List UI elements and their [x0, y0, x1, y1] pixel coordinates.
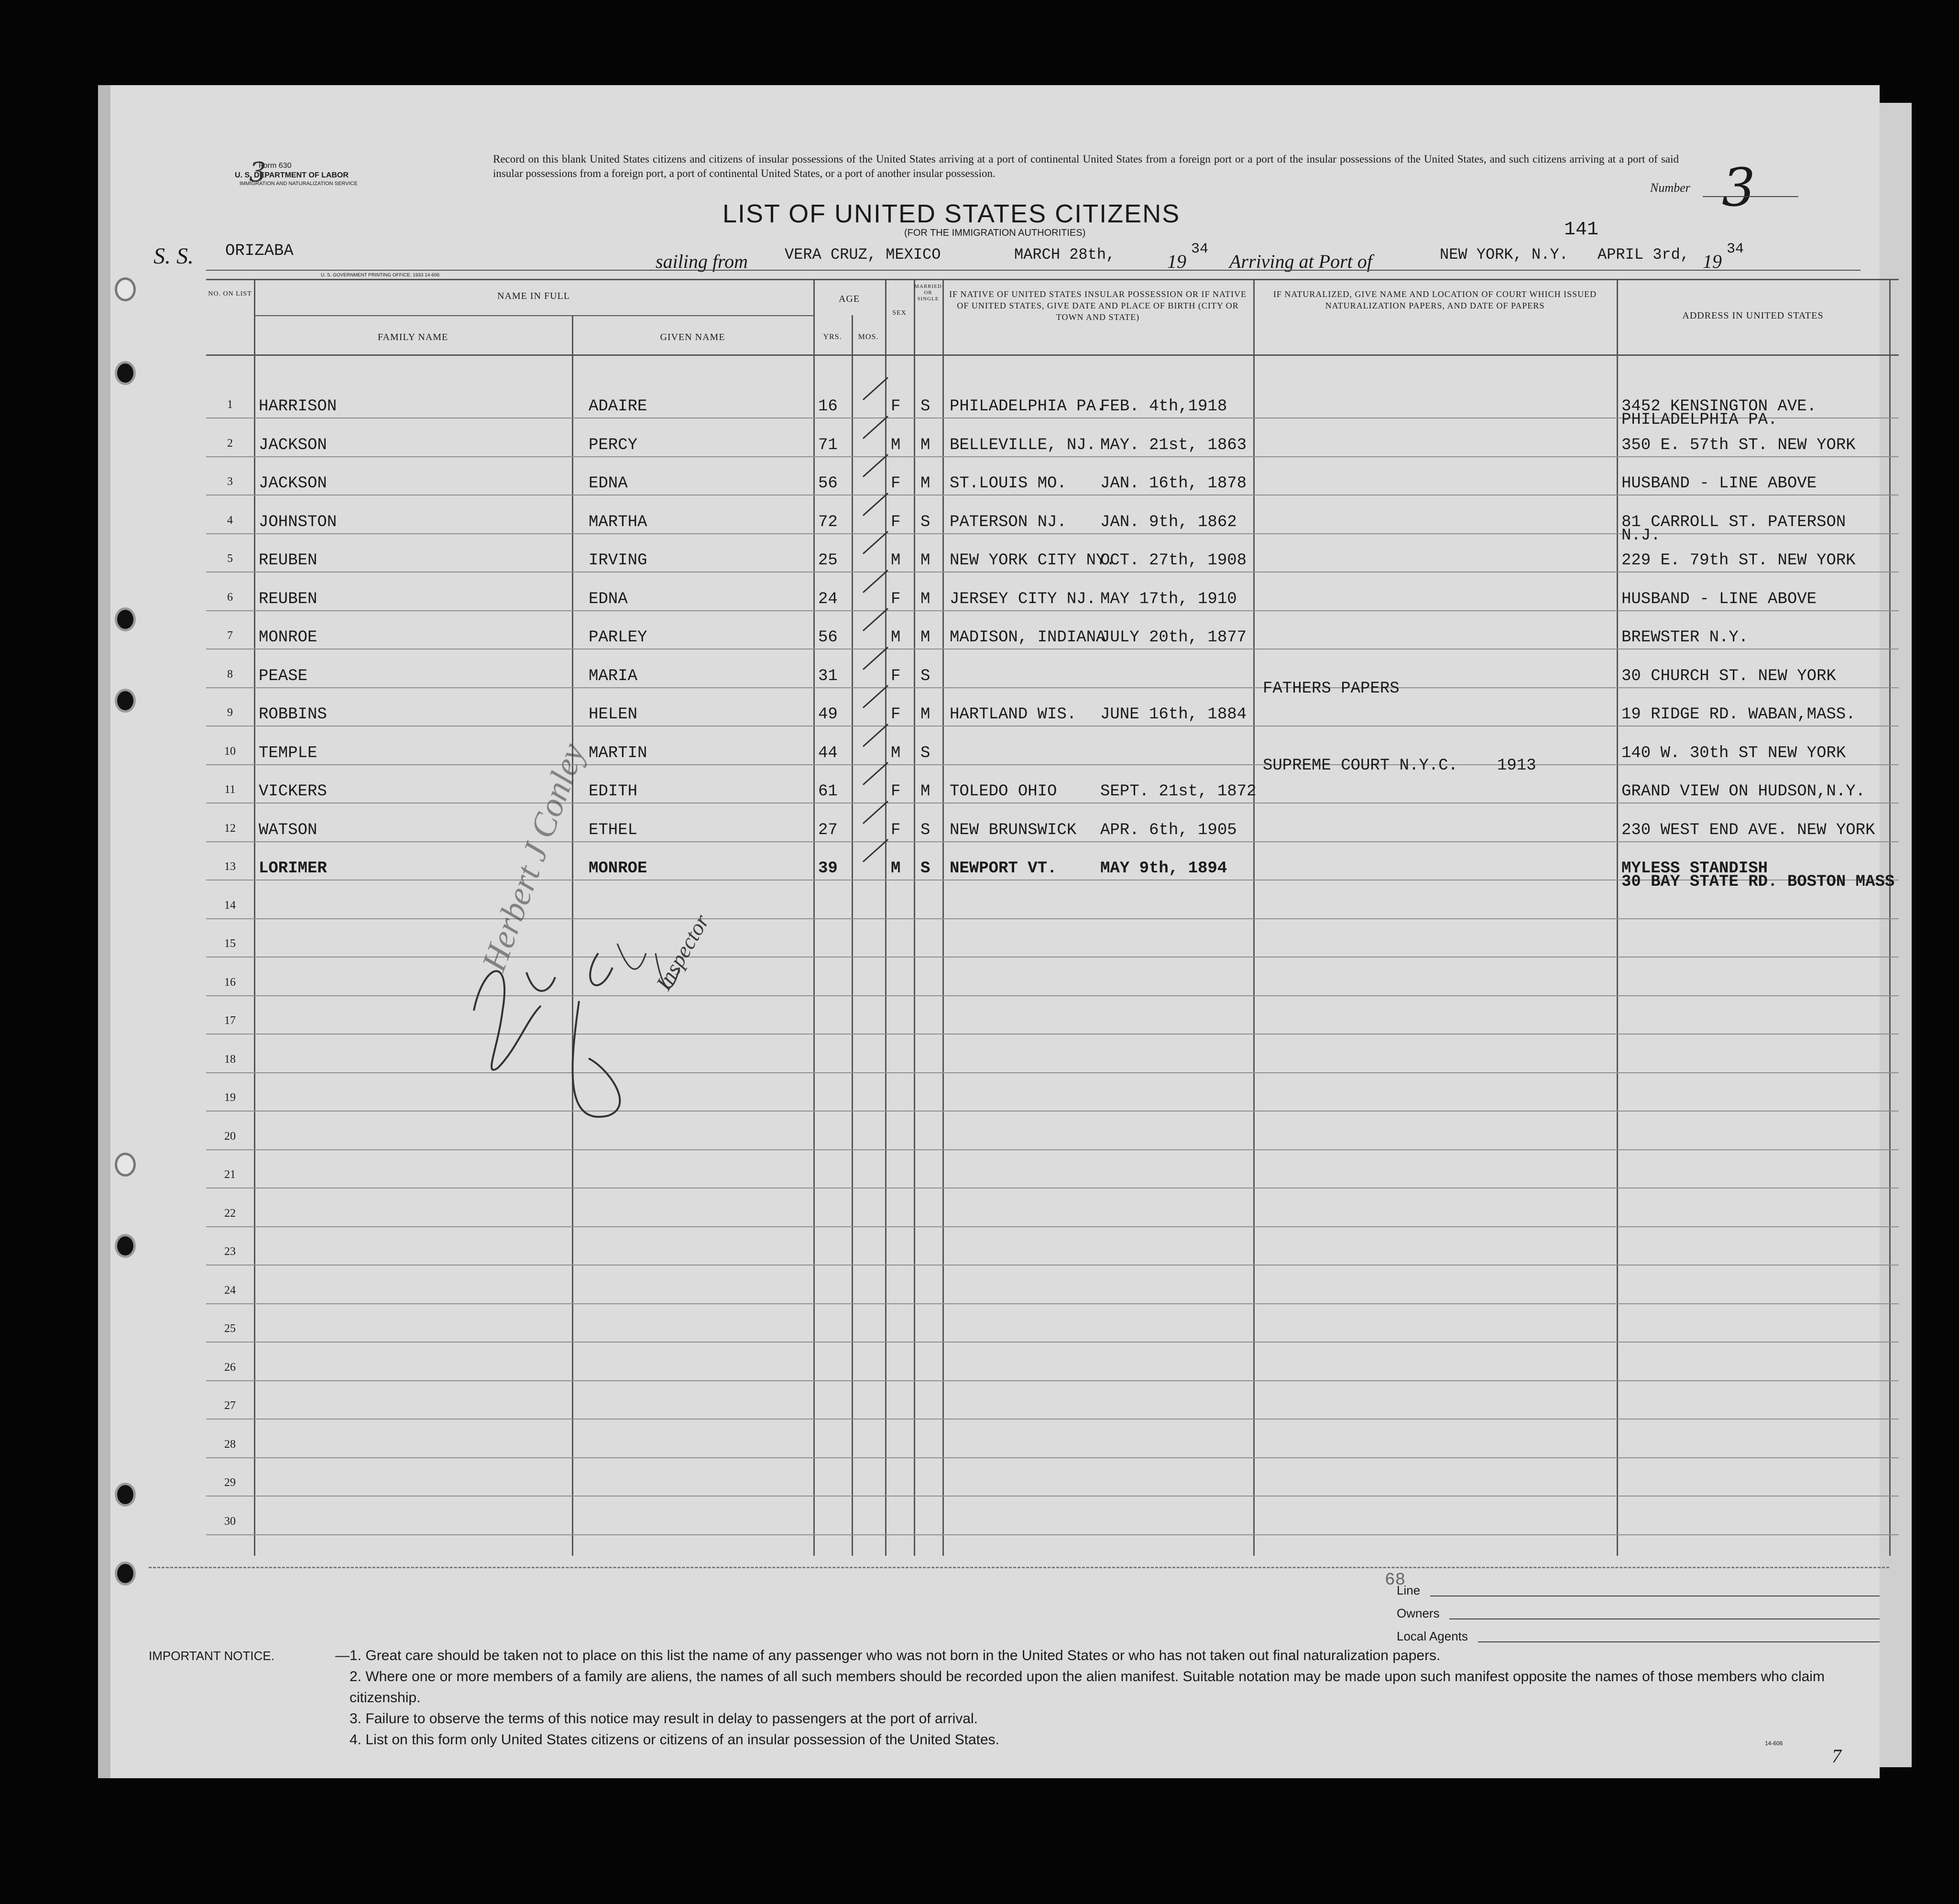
birth-place: BELLEVILLE, NJ.	[950, 436, 1096, 454]
passenger-row	[206, 422, 1899, 460]
passenger-row	[206, 614, 1899, 652]
family-name: MONROE	[259, 628, 317, 647]
header-given-name: GIVEN NAME	[660, 332, 725, 342]
marital-status: S	[920, 397, 930, 416]
row-number: 22	[224, 1207, 236, 1220]
address-line-1: 3452 KENSINGTON AVE.	[1621, 397, 1817, 416]
birth-date: JAN. 16th, 1878	[1100, 474, 1247, 493]
owners-field	[1449, 1618, 1880, 1619]
header-mos: MOS.	[858, 333, 879, 341]
passenger-row	[206, 768, 1899, 806]
row-number: 10	[224, 745, 236, 758]
family-name: JACKSON	[259, 436, 327, 454]
header-sex: SEX	[892, 309, 907, 317]
birth-place: TOLEDO OHIO	[950, 782, 1057, 801]
address-line-2: PHILADELPHIA PA.	[1621, 411, 1778, 429]
birth-place: PHILADELPHIA PA.	[950, 397, 1106, 416]
stamp-number: 68	[1385, 1570, 1406, 1590]
empty-row	[206, 1230, 1899, 1268]
birth-place: NEWPORT VT.	[950, 859, 1057, 878]
family-name: HARRISON	[259, 397, 337, 416]
given-name: MARIA	[589, 667, 638, 685]
row-rule	[206, 1188, 1899, 1189]
marital-status: S	[920, 513, 930, 531]
family-name: PEASE	[259, 667, 308, 685]
birth-place: MADISON, INDIANA	[950, 628, 1106, 647]
given-name: PARLEY	[589, 628, 647, 647]
marital-status: M	[920, 474, 930, 493]
marital-status: S	[920, 859, 930, 878]
marital-status: S	[920, 744, 930, 762]
row-number: 17	[224, 1014, 236, 1027]
birth-date: MAY 9th, 1894	[1100, 859, 1227, 878]
row-number: 18	[224, 1053, 236, 1066]
departure-date: MARCH 28th,	[1014, 246, 1116, 264]
family-name: LORIMER	[259, 859, 327, 878]
empty-row	[206, 1346, 1899, 1384]
row-rule	[206, 1226, 1899, 1227]
row-number: 27	[224, 1399, 236, 1412]
given-name: PERCY	[589, 436, 638, 454]
marital-status: S	[920, 821, 930, 839]
header-name-in-full: NAME IN FULL	[497, 291, 570, 301]
family-name: REUBEN	[259, 590, 317, 608]
age-years: 27	[818, 821, 838, 839]
given-name: EDITH	[589, 782, 638, 801]
row-rule	[206, 841, 1899, 842]
page-reference: 141	[1564, 219, 1599, 241]
birth-date: MAY 17th, 1910	[1100, 590, 1237, 608]
owners-label: Owners	[1397, 1606, 1440, 1620]
empty-row	[206, 884, 1899, 922]
row-number: 25	[224, 1322, 236, 1335]
row-rule	[206, 687, 1899, 688]
empty-row	[206, 1384, 1899, 1422]
passenger-row	[206, 460, 1899, 498]
address-line-1: HUSBAND - LINE ABOVE	[1621, 474, 1817, 493]
age-years: 16	[818, 397, 838, 416]
age-years: 49	[818, 705, 838, 724]
row-number: 21	[224, 1168, 236, 1181]
header-family-name: FAMILY NAME	[377, 332, 449, 342]
age-years: 72	[818, 513, 838, 531]
family-name: ROBBINS	[259, 705, 327, 724]
family-name: TEMPLE	[259, 744, 317, 762]
header-age: AGE	[838, 294, 860, 304]
passenger-row	[206, 845, 1899, 891]
age-years: 24	[818, 590, 838, 608]
sex: F	[891, 705, 901, 724]
arrival-year-prefix: 19	[1703, 251, 1722, 272]
passenger-row	[206, 730, 1899, 775]
header-married-single: MARRIED OR SINGLE	[914, 284, 942, 302]
row-number: 8	[227, 668, 233, 681]
header-no: NO. ON LIST	[208, 290, 252, 297]
marital-status: S	[920, 667, 930, 685]
row-number: 23	[224, 1245, 236, 1258]
empty-row	[206, 1500, 1899, 1538]
row-rule	[206, 1457, 1899, 1458]
birth-place: PATERSON NJ.	[950, 513, 1067, 531]
address-line-1: MYLESS STANDISH	[1621, 859, 1768, 878]
marital-status: M	[920, 436, 930, 454]
age-years: 56	[818, 628, 838, 647]
row-rule	[206, 1380, 1899, 1381]
family-name: JOHNSTON	[259, 513, 337, 531]
birth-date: APR. 6th, 1905	[1100, 821, 1237, 839]
given-name: HELEN	[589, 705, 638, 724]
page-title: LIST OF UNITED STATES CITIZENS	[722, 199, 1181, 228]
row-number: 14	[224, 899, 236, 912]
row-rule	[206, 1342, 1899, 1343]
address-line-1: 350 E. 57th ST. NEW YORK	[1621, 436, 1856, 454]
birth-date: SEPT. 21st, 1872	[1100, 782, 1257, 801]
handwritten-three: 3	[249, 157, 266, 188]
arrival-date: APRIL 3rd,	[1598, 246, 1690, 264]
row-rule	[206, 1265, 1899, 1266]
row-number: 28	[224, 1438, 236, 1451]
passenger-row	[206, 653, 1899, 698]
row-number: 30	[224, 1515, 236, 1528]
ss-label: S. S.	[153, 243, 194, 269]
address-line-1: GRAND VIEW ON HUDSON,N.Y.	[1621, 782, 1866, 801]
table-top-rule	[206, 279, 1899, 280]
birth-date: JULY 20th, 1877	[1100, 628, 1247, 647]
age-years: 25	[818, 551, 838, 570]
row-number: 7	[227, 629, 233, 642]
row-number: 4	[227, 514, 233, 527]
passenger-row	[206, 691, 1899, 729]
number-underline	[1703, 196, 1798, 197]
punch-hole	[115, 1234, 136, 1258]
check-mark	[863, 377, 888, 400]
local-agents-label: Local Agents	[1397, 1629, 1468, 1643]
age-years: 71	[818, 436, 838, 454]
birth-date: FEB. 4th,1918	[1100, 397, 1227, 416]
given-name: MONROE	[589, 859, 647, 878]
age-years: 61	[818, 782, 838, 801]
punch-hole	[115, 1153, 136, 1177]
sex: M	[891, 628, 901, 647]
birth-place: NEW YORK CITY NY.	[950, 551, 1116, 570]
row-rule	[206, 1149, 1899, 1150]
header-naturalization: IF NATURALIZED, GIVE NAME AND LOCATION OF COURT WHICH ISSUED NATURALIZATION PAPERS, AND DATE OF PAPERS	[1273, 289, 1597, 310]
address-line-1: 30 CHURCH ST. NEW YORK	[1621, 667, 1836, 685]
punch-hole	[115, 1562, 136, 1585]
passenger-row	[206, 537, 1899, 575]
passenger-row	[206, 499, 1899, 545]
age-years: 31	[818, 667, 838, 685]
service-label: IMMIGRATION AND NATURALIZATION SERVICE	[240, 181, 358, 187]
notice-item: 4. List on this form only United States citizens or citizens of an insular possession of the United States.	[350, 1732, 1000, 1748]
punch-hole	[115, 607, 136, 631]
line-label: Line	[1397, 1583, 1421, 1597]
sex: F	[891, 782, 901, 801]
birth-place: JERSEY CITY NJ.	[950, 590, 1096, 608]
family-name: REUBEN	[259, 551, 317, 570]
signature-title: Inspector	[651, 910, 714, 994]
birth-place: HARTLAND WIS.	[950, 705, 1077, 724]
row-rule	[206, 1303, 1899, 1304]
row-number: 5	[227, 552, 233, 565]
address-line-1: 19 RIDGE RD. WABAN,MASS.	[1621, 705, 1856, 724]
address-line-2: N.J.	[1621, 526, 1661, 545]
row-rule	[206, 1534, 1899, 1535]
arrival-year-suffix: 34	[1727, 241, 1744, 257]
given-name: MARTHA	[589, 513, 647, 531]
form-number: Form 630	[259, 162, 292, 170]
birth-place: NEW BRUNSWICK	[950, 821, 1077, 839]
address-line-1: HUSBAND - LINE ABOVE	[1621, 590, 1817, 608]
address-line-1: 230 WEST END AVE. NEW YORK	[1621, 821, 1875, 839]
row-rule	[206, 1419, 1899, 1420]
passenger-row	[206, 383, 1899, 429]
address-line-2: 30 BAY STATE RD. BOSTON MASS	[1621, 873, 1895, 891]
row-rule	[206, 764, 1899, 765]
header-address: ADDRESS IN UNITED STATES	[1682, 310, 1824, 321]
sex: M	[891, 859, 901, 878]
manifest-sheet	[98, 85, 1895, 1778]
marital-status: M	[920, 551, 930, 570]
sheet-number: 3	[1722, 157, 1755, 218]
row-number: 16	[224, 976, 236, 989]
punch-hole	[115, 689, 136, 713]
row-number: 29	[224, 1476, 236, 1489]
sex: M	[891, 551, 901, 570]
naturalization-year: 1913	[1497, 756, 1536, 775]
row-number: 11	[224, 783, 236, 796]
empty-row	[206, 1153, 1899, 1191]
address-line-1: 81 CARROLL ST. PATERSON	[1621, 513, 1846, 531]
footer-separator	[149, 1567, 1889, 1568]
arriving-label: Arriving at Port of	[1229, 251, 1372, 272]
header-birth: IF NATIVE OF UNITED STATES INSULAR POSSESSION OR IF NATIVE OF UNITED STATES, GIVE DATE AND PLACE OF BIRTH (CITY OR TOWN AND STATE)	[949, 289, 1247, 322]
department-label: U. S. DEPARTMENT OF LABOR	[235, 171, 349, 179]
birth-date: MAY. 21st, 1863	[1100, 436, 1247, 454]
sex: F	[891, 590, 901, 608]
empty-row	[206, 1192, 1899, 1230]
name-subheader-rule	[254, 315, 813, 316]
notice-item: 2. Where one or more members of a family are aliens, the names of all such members should be recorded upon the alien manifest. Suitable notation may be made upon such manifest opposite the names of those members who claim citizenship.	[350, 1669, 1825, 1706]
sex: M	[891, 744, 901, 762]
row-number: 9	[227, 706, 233, 719]
given-name: MARTIN	[589, 744, 647, 762]
given-name: ETHEL	[589, 821, 638, 839]
punch-hole	[115, 277, 136, 301]
departure-year-prefix: 19	[1167, 251, 1186, 272]
empty-row	[206, 1269, 1899, 1307]
empty-row	[206, 1461, 1899, 1499]
passenger-row	[206, 576, 1899, 614]
instructions-text: Record on this blank United States citizens and citizens of insular possessions of the United States arriving at a port of continental United States from a foreign port or a port of the insular possessions of the United States, and such citizens arriving at a port of said insular possessions from a foreign port, a port of continental United States, or a port of another insular possession.	[493, 153, 1679, 179]
departure-port: VERA CRUZ, MEXICO	[785, 246, 941, 264]
given-name: EDNA	[589, 590, 628, 608]
family-name: VICKERS	[259, 782, 327, 801]
empty-row	[206, 1423, 1899, 1461]
corner-mark: 7	[1832, 1745, 1841, 1767]
row-number: 20	[224, 1130, 236, 1143]
row-number: 6	[227, 591, 233, 604]
form-code: 14-606	[1765, 1740, 1783, 1747]
notice-item: —1. Great care should be taken not to place on this list the name of any passenger who was not born in the United States or who has not taken out final naturalization papers.	[335, 1648, 1441, 1663]
departure-year-suffix: 34	[1191, 241, 1209, 257]
age-years: 56	[818, 474, 838, 493]
page-subtitle: (FOR THE IMMIGRATION AUTHORITIES)	[904, 228, 1086, 238]
marital-status: M	[920, 782, 930, 801]
address-line-1: 229 E. 79th ST. NEW YORK	[1621, 551, 1856, 570]
row-number: 2	[227, 437, 233, 450]
notice-item: 3. Failure to observe the terms of this notice may result in delay to passengers at the port of arrival.	[350, 1711, 978, 1727]
row-number: 15	[224, 937, 236, 950]
birth-date: JUNE 16th, 1884	[1100, 705, 1247, 724]
signature-name: Herbert J Conley	[474, 738, 592, 976]
sex: F	[891, 667, 901, 685]
sex: F	[891, 513, 901, 531]
given-name: IRVING	[589, 551, 647, 570]
sex: M	[891, 436, 901, 454]
empty-row	[206, 1307, 1899, 1345]
row-rule	[206, 918, 1899, 919]
naturalization-court: FATHERS PAPERS	[1263, 679, 1400, 698]
ship-name: ORIZABA	[225, 242, 294, 260]
passenger-row	[206, 807, 1899, 845]
family-name: WATSON	[259, 821, 317, 839]
punch-hole	[115, 361, 136, 385]
given-name: ADAIRE	[589, 397, 647, 416]
local-agents-field	[1478, 1641, 1880, 1642]
age-years: 39	[818, 859, 838, 878]
address-line-1: 140 W. 30th ST NEW YORK	[1621, 744, 1846, 762]
naturalization-court: SUPREME COURT N.Y.C.	[1263, 756, 1458, 775]
row-number: 26	[224, 1361, 236, 1374]
address-line-1: BREWSTER N.Y.	[1621, 628, 1749, 647]
age-years: 44	[818, 744, 838, 762]
row-rule	[206, 610, 1899, 611]
given-name: EDNA	[589, 474, 628, 493]
row-number: 13	[224, 860, 236, 873]
row-rule	[206, 456, 1899, 457]
birth-date: OCT. 27th, 1908	[1100, 551, 1247, 570]
voyage-underline	[206, 270, 1861, 271]
arrival-port: NEW YORK, N.Y.	[1440, 246, 1568, 264]
birth-place: ST.LOUIS MO.	[950, 474, 1067, 493]
number-label: Number	[1650, 181, 1690, 195]
row-number: 3	[227, 475, 233, 488]
birth-date: JAN. 9th, 1862	[1100, 513, 1237, 531]
row-number: 12	[224, 822, 236, 835]
row-number: 24	[224, 1284, 236, 1297]
sailing-from-label: sailing from	[656, 251, 748, 272]
sex: F	[891, 474, 901, 493]
sex: F	[891, 821, 901, 839]
punch-hole	[115, 1483, 136, 1507]
marital-status: M	[920, 590, 930, 608]
row-rule	[206, 1496, 1899, 1497]
marital-status: M	[920, 628, 930, 647]
family-name: JACKSON	[259, 474, 327, 493]
printing-note: U. S. GOVERNMENT PRINTING OFFICE: 1933 14-606	[321, 273, 440, 278]
marital-status: M	[920, 705, 930, 724]
manifest-table	[206, 279, 1899, 1590]
header-yrs: YRS.	[823, 333, 842, 341]
sex: F	[891, 397, 901, 416]
notice-label: IMPORTANT NOTICE.	[149, 1649, 274, 1663]
row-number: 1	[227, 398, 233, 411]
row-number: 19	[224, 1091, 236, 1104]
